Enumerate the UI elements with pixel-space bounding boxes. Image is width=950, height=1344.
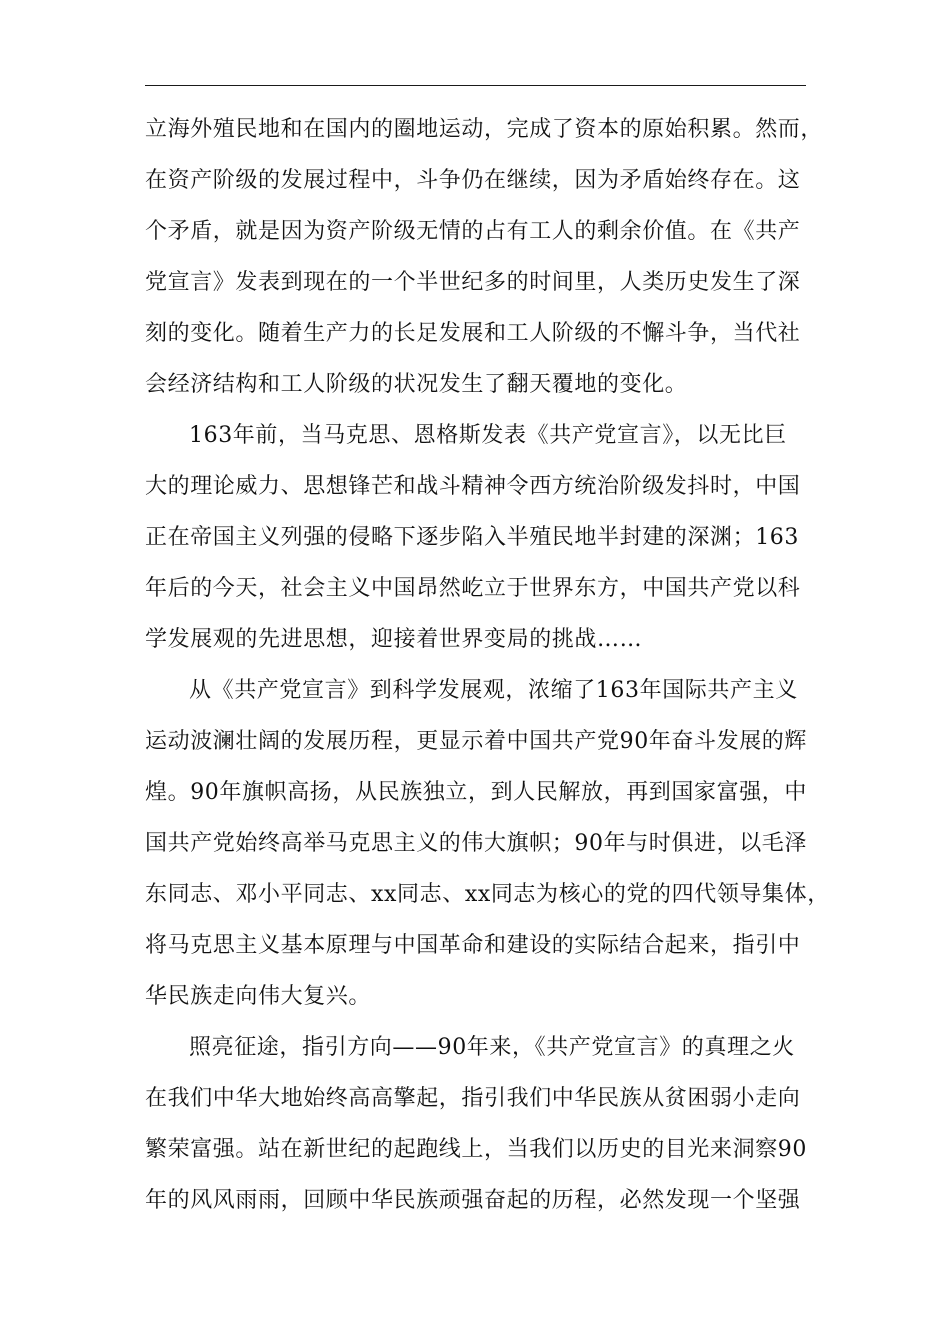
text-line: 年的风风雨雨，回顾中华民族顽强奋起的历程，必然发现一个坚强 (145, 1188, 801, 1213)
text-line: 大的理论威力、思想锋芒和战斗精神令西方统治阶级发抖时，中国 (145, 474, 801, 499)
paragraph-4 (145, 1022, 825, 1226)
text-line: 运动波澜壮阔的发展历程，更显示着中国共产党90年奋斗发展的辉 (145, 729, 807, 754)
document-body (145, 104, 830, 1226)
text-line: 将马克思主义基本原理与中国革命和建设的实际结合起来，指引中 (145, 933, 801, 958)
header-rule (145, 85, 806, 86)
text-line: 个矛盾，就是因为资产阶级无情的占有工人的剩余价值。在《共产 (145, 219, 801, 244)
text-line: 繁荣富强。站在新世纪的起跑线上，当我们以历史的目光来洞察90 (145, 1137, 807, 1162)
text-line: 年后的今天，社会主义中国昂然屹立于世界东方，中国共产党以科 (145, 576, 801, 601)
text-line: 正在帝国主义列强的侵略下逐步陷入半殖民地半封建的深渊；163 (145, 525, 799, 550)
text-line: 163年前，当马克思、恩格斯发表《共产党宣言》，以无比巨 (189, 423, 787, 448)
text-line: 在资产阶级的发展过程中，斗争仍在继续，因为矛盾始终存在。这 (145, 168, 801, 193)
text-line: 会经济结构和工人阶级的状况发生了翻天覆地的变化。 (145, 372, 688, 397)
paragraph-1 (145, 104, 825, 410)
text-line: 学发展观的先进思想，迎接着世界变局的挑战…… (145, 627, 643, 652)
text-line: 东同志、邓小平同志、xx同志、xx同志为核心的党的四代领导集体， (145, 882, 830, 907)
text-line: 立海外殖民地和在国内的圈地运动，完成了资本的原始积累。然而， (145, 117, 824, 142)
paragraph-2 (145, 410, 825, 665)
text-line: 华民族走向伟大复兴。 (145, 984, 372, 1009)
text-line: 从《共产党宣言》到科学发展观，浓缩了163年国际共产主义 (189, 678, 798, 703)
text-line: 在我们中华大地始终高高擎起，指引我们中华民族从贫困弱小走向 (145, 1086, 801, 1111)
text-line: 煌。90年旗帜高扬，从民族独立，到人民解放，再到国家富强，中 (145, 780, 807, 805)
text-line: 照亮征途，指引方向——90年来，《共产党宣言》的真理之火 (189, 1035, 795, 1060)
text-line: 党宣言》发表到现在的一个半世纪多的时间里，人类历史发生了深 (145, 270, 801, 295)
text-line: 刻的变化。随着生产力的长足发展和工人阶级的不懈斗争，当代社 (145, 321, 801, 346)
paragraph-3 (145, 665, 830, 1022)
text-line: 国共产党始终高举马克思主义的伟大旗帜；90年与时俱进，以毛泽 (145, 831, 807, 856)
